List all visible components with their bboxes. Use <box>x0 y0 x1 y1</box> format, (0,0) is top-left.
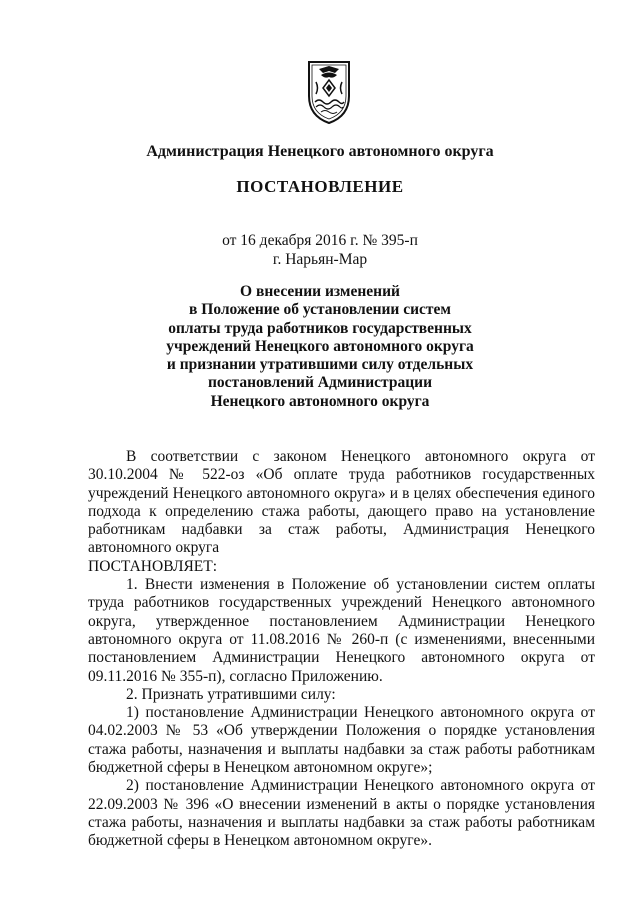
item-2-paragraph: 2. Признать утратившими силу: <box>126 685 336 703</box>
document-city: г. Нарьян-Мар <box>272 251 368 268</box>
item-1-paragraph: 1. Внести изменения в Положение об установлении систем оплаты труда работников государственных учреждений Ненецкого автономного округа, утвержденное постановлением Администрации Ненецкого автономного округа от 11.08.2016 № 260-п (с изменениями, внесенными постановлением Администрации Ненецкого автономного округа от 09.11.2016 № 355-п), согласно Приложению. <box>88 576 595 685</box>
title-line: постановлений Администрации <box>207 374 433 392</box>
title-line: учреждений Ненецкого автономного округа <box>166 337 474 355</box>
coat-of-arms-icon <box>305 56 353 126</box>
document-body <box>88 448 595 851</box>
document-type: ПОСТАНОВЛЕНИЕ <box>236 177 404 196</box>
decree-word: ПОСТАНОВЛЯЕТ: <box>88 557 218 575</box>
title-line: в Положение об установлении систем <box>189 301 451 319</box>
organization-name: Администрация Ненецкого автономного округа <box>146 143 494 160</box>
document-title <box>0 283 640 411</box>
preamble-paragraph: В соответствии с законом Ненецкого автономного округа от 30.10.2004 № 522-оз «Об оплате труда работников государственных учреждений Ненецкого автономного округа» и в целях обеспечения единого подхода к определению стажа работы, дающего право на установление работникам надбавки за стаж работы, Администрация Ненецкого автономного округа <box>88 448 595 557</box>
title-line: Ненецкого автономного округа <box>210 392 430 410</box>
title-line: О внесении изменений <box>240 283 400 300</box>
item-2-2-paragraph: 2) постановление Администрации Ненецкого автономного округа от 22.09.2003 № 396 «О внесении изменений в акты о порядке установления стажа работы, назначения и выплаты надбавки за стаж работы работникам бюджетной сферы в Ненецком автономном округе». <box>88 777 595 850</box>
title-line: и признании утратившими силу отдельных <box>166 356 474 374</box>
item-2-1-paragraph: 1) постановление Администрации Ненецкого автономного округа от 04.02.2003 № 53 «Об утверждении Положения о порядке установления стажа работы, назначения и выплаты надбавки за стаж работы работникам бюджетной сферы в Ненецком автономном округе»; <box>88 704 595 777</box>
document-date-number: от 16 декабря 2016 г. № 395-п <box>222 232 418 249</box>
title-line: оплаты труда работников государственных <box>168 319 472 337</box>
